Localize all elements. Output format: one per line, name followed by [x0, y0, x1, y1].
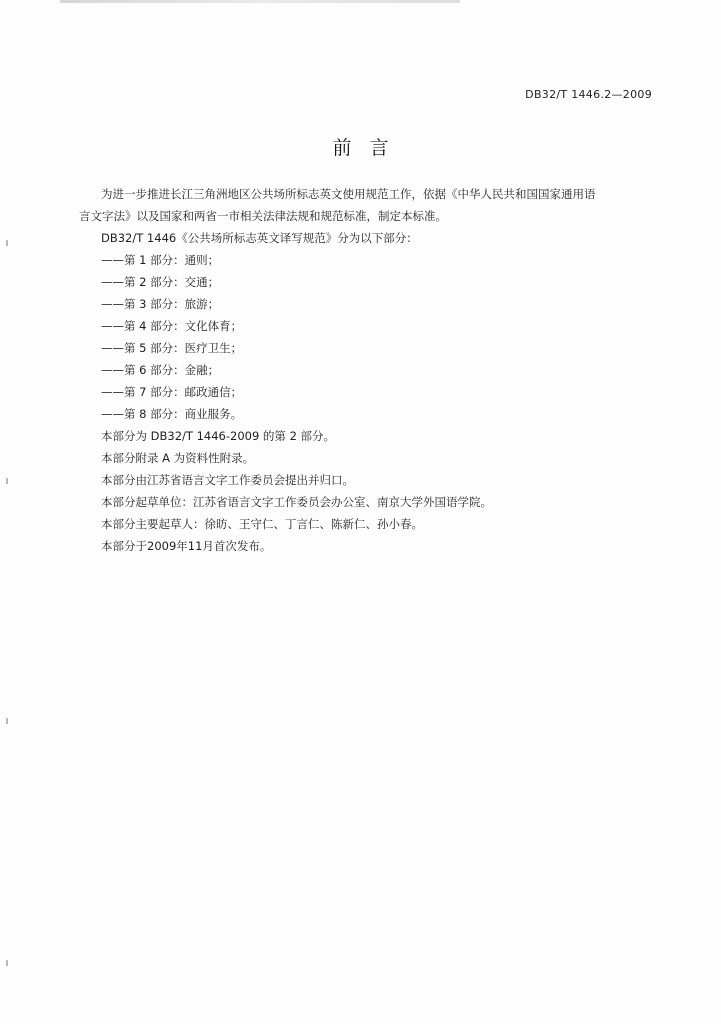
part-item-8: ——第 8 部分：商业服务。	[101, 407, 243, 421]
scan-artifact-line	[60, 0, 460, 3]
margin-mark	[6, 478, 8, 484]
parts-intro: DB32/T 1446《公共场所标志英文译写规范》分为以下部分：	[101, 231, 418, 245]
document-code: DB32/T 1446.2—2009	[525, 88, 652, 101]
part-item-2: ——第 2 部分：交通；	[101, 275, 220, 289]
part-item-1: ——第 1 部分：通则；	[101, 253, 220, 267]
this-part-statement: 本部分为 DB32/T 1446-2009 的第 2 部分。	[101, 429, 336, 443]
intro-line-2: 言文字法》以及国家和两省一市相关法律法规和规范标准，制定本标准。	[79, 209, 447, 223]
part-item-6: ——第 6 部分：金融；	[101, 363, 220, 377]
margin-mark	[6, 718, 8, 724]
appendix-statement: 本部分附录 A 为资料性附录。	[101, 451, 255, 465]
foreword-body	[79, 183, 659, 557]
drafting-units-statement: 本部分起草单位：江苏省语言文字工作委员会办公室、南京大学外国语学院。	[101, 495, 492, 509]
margin-mark	[6, 960, 8, 966]
part-item-3: ——第 3 部分：旅游；	[101, 297, 220, 311]
drafters-statement: 本部分主要起草人：徐昉、王守仁、丁言仁、陈新仁、孙小春。	[101, 517, 423, 531]
part-item-5: ——第 5 部分：医疗卫生；	[101, 341, 243, 355]
proposed-by-statement: 本部分由江苏省语言文字工作委员会提出并归口。	[101, 473, 354, 487]
margin-mark	[6, 240, 8, 246]
page-title: 前言	[332, 137, 407, 159]
part-item-7: ——第 7 部分：邮政通信；	[101, 385, 243, 399]
part-item-4: ——第 4 部分：文化体育；	[101, 319, 243, 333]
intro-line-1: 为进一步推进长江三角洲地区公共场所标志英文使用规范工作，依据《中华人民共和国国家通用语	[101, 187, 596, 201]
release-statement: 本部分于2009年11月首次发布。	[101, 539, 272, 553]
